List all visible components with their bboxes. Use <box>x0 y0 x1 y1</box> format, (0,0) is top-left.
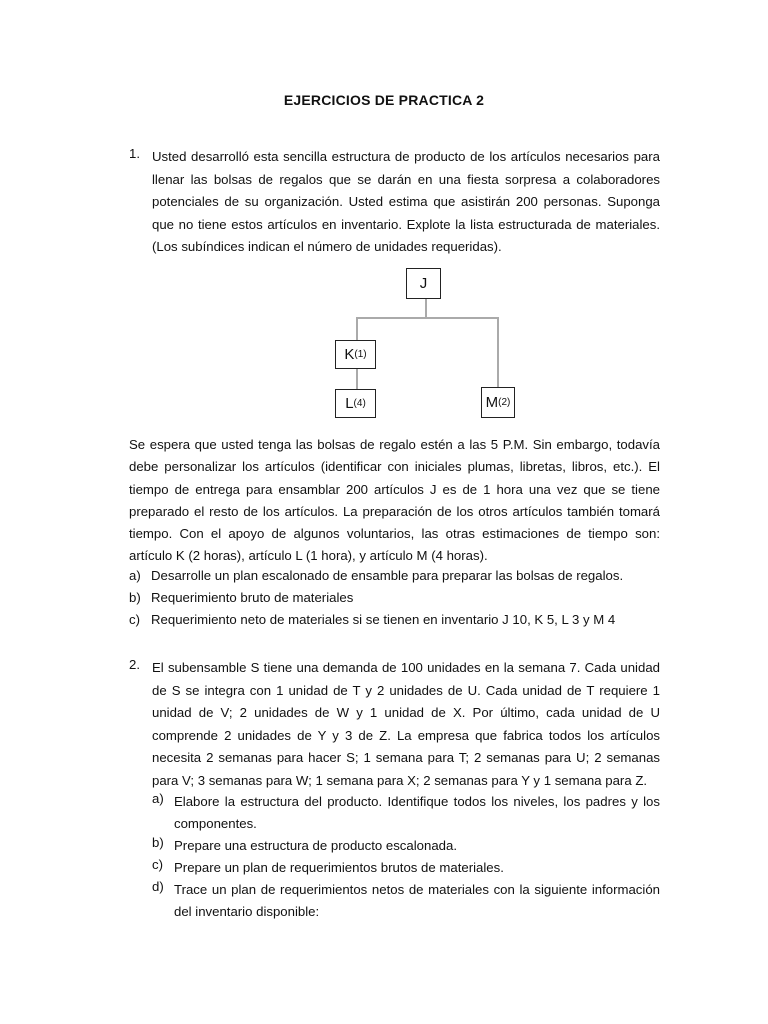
connector-to-m <box>497 317 499 388</box>
item-label: a) <box>152 791 164 806</box>
connector-j-down <box>425 298 427 318</box>
item-label: b) <box>129 590 141 605</box>
item-text: Requerimiento bruto de materiales <box>151 590 354 605</box>
question-1-number: 1. <box>129 146 140 161</box>
node-m <box>481 387 515 418</box>
node-m-quantity: (2) <box>498 397 511 408</box>
question-2-item-a <box>152 791 660 835</box>
question-1-intro: Usted desarrolló esta sencilla estructura de producto de los artículos necesarios para llenar las bolsas de regalos que se darán en una fiesta sorpresa a colaboradores potenciales de su organización. Usted estima que asistirán 200 personas. Suponga que no tiene estos artículos en inventario. Explote la lista estructurada de materiales. (Los subíndices indican el número de unidades requeridas). <box>152 149 660 255</box>
question-2-item-c <box>152 857 660 879</box>
node-l-quantity: (4) <box>353 398 366 409</box>
question-2-number: 2. <box>129 657 140 672</box>
item-label: c) <box>129 612 140 627</box>
item-text: Elabore la estructura del producto. Identifique todos los niveles, los padres y los componentes. <box>174 794 660 831</box>
node-k-letter: K <box>344 346 355 363</box>
connector-to-k <box>356 317 358 341</box>
node-j <box>406 268 441 299</box>
node-m-letter: M <box>485 394 499 411</box>
item-text: Prepare una estructura de producto escalonada. <box>174 838 457 853</box>
question-1-body: Se espera que usted tenga las bolsas de regalo estén a las 5 P.M. Sin embargo, todavía debe personalizar los artículos (identificar con iniciales plumas, libretas, libros, etc.). El tiempo de entrega para ensamblar 200 artículos J es de 1 hora una vez que se tiene preparado el resto de los artículos. La preparación de los otros artículos también tomará tiempo. Con el apoyo de algunos voluntarios, las otras estimaciones de tiempo son: artículo K (2 horas), artículo L (1 hora), y artículo M (4 horas). <box>129 437 660 564</box>
question-2-item-b <box>152 835 660 857</box>
connector-k-to-l <box>356 368 358 390</box>
item-label: c) <box>152 857 163 872</box>
node-j-label: J <box>419 275 428 292</box>
node-k <box>335 340 376 369</box>
node-l <box>335 389 376 418</box>
item-label: d) <box>152 879 164 894</box>
item-text: Trace un plan de requerimientos netos de materiales con la siguiente información del inventario disponible: <box>174 882 660 919</box>
page-title: EJERCICIOS DE PRACTICA 2 <box>283 92 485 108</box>
item-text: Desarrolle un plan escalonado de ensamble para preparar las bolsas de regalos. <box>151 568 624 583</box>
node-l-letter: L <box>345 395 354 412</box>
question-2-intro: El subensamble S tiene una demanda de 100 unidades en la semana 7. Cada unidad de S se integra con 1 unidad de T y 2 unidades de U. Cada unidad de T requiere 1 unidad de V; 2 unidades de W y 1 unidad de X. Por último, cada unidad de U comprende 2 unidades de Y y 3 de Z. La empresa que fabrica todos los artículos necesita 2 semanas para hacer S; 1 semana para T; 2 semanas para U; 2 semanas para V; 3 semanas para W; 1 semana para X; 2 semanas para Y y 1 semana para Z. <box>152 660 660 788</box>
item-text: Prepare un plan de requerimientos brutos de materiales. <box>174 860 504 875</box>
question-2-item-d <box>152 879 660 923</box>
item-label: b) <box>152 835 164 850</box>
node-k-quantity: (1) <box>354 349 367 360</box>
item-text: Requerimiento neto de materiales si se tienen en inventario J 10, K 5, L 3 y M 4 <box>151 612 616 627</box>
item-label: a) <box>129 568 141 583</box>
connector-horizontal <box>356 317 499 319</box>
